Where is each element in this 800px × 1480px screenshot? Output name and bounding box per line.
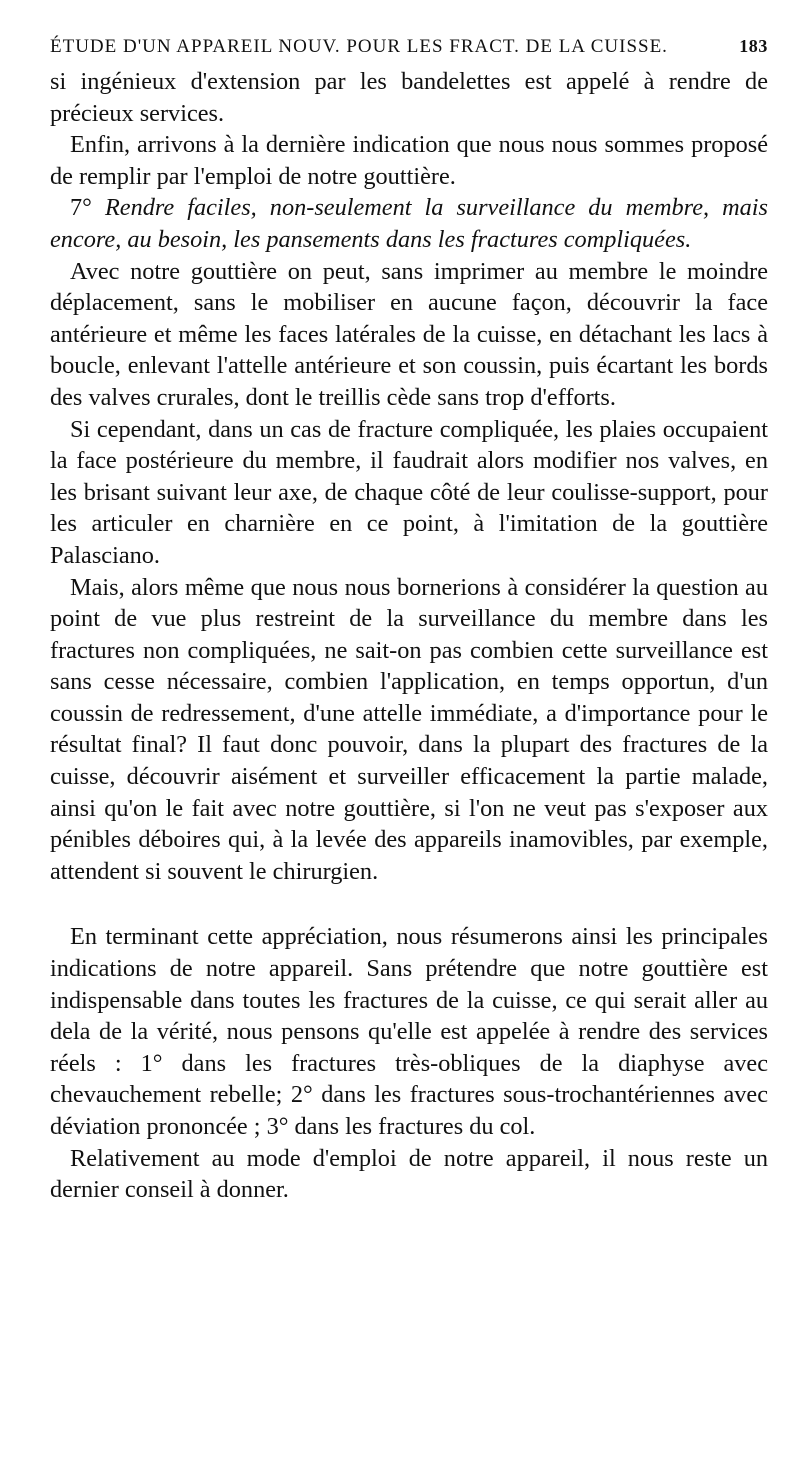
paragraph-avec-notre-gouttiere: Avec notre gouttière on peut, sans imprimer au membre le moindre déplacement, sans le mobiliser en aucune façon, découvrir la face antérieure et même les faces latérales de la cuisse, en détachant les lacs à boucle, enlevant l'attelle antérieure et son coussin, puis écartant les bords des valves crurales, dont le treillis cède sans trop d'efforts. — [50, 257, 768, 411]
paragraph-mais: Mais, alors même que nous nous bornerions à considérer la question au point de vue plus restreint de la surveillance du membre dans les fractures non compliquées, ne sait-on pas combien cette surveillance est sans cesse nécessaire, combien l'application, en temps opportun, d'un coussin de redressement, d'une attelle immédiate, a d'importance pour le résultat final? Il faut donc pouvoir, dans la plupart des fractures de la cuisse, découvrir aisément et surveiller efficacement la partie malade, ainsi qu'on le fait avec notre gouttière, si l'on ne veut pas s'exposer aux pénibles déboires qui, à la levée des appareils inamovibles, par exemple, attendent si souvent le chirurgien. — [50, 573, 768, 885]
paragraph-enfin: Enfin, arrivons à la dernière indication que nous nous sommes proposé de remplir par l'emploi de notre gouttière. — [50, 131, 768, 190]
running-title: ÉTUDE D'UN APPAREIL NOUV. POUR LES FRACT. DE LA CUISSE. — [50, 36, 668, 57]
paragraph-continuation: si ingénieux d'extension par les bandelettes est appelé à rendre de précieux services. — [50, 68, 768, 127]
indication-number: 7° — [70, 194, 92, 222]
indication-7-heading — [50, 192, 768, 255]
running-header — [50, 30, 768, 62]
paragraph-si-cependant: Si cependant, dans un cas de fracture compliquée, les plaies occupaient la face postérieure du membre, il faudrait alors modifier nos valves, en les brisant suivant leur axe, de chaque côté de leur coulisse-support, pour les articuler en charnière en ce point, à l'imitation de la gouttière Palasciano. — [50, 415, 768, 569]
section-gap — [50, 887, 768, 921]
indication-7-text: Rendre faciles, non-seulement la surveillance du membre, mais encore, au besoin, les pansements dans les fractures compliquées. — [50, 194, 769, 253]
paragraph-en-terminant: En terminant cette appréciation, nous résumerons ainsi les principales indications de notre appareil. Sans prétendre que notre gouttière est indispensable dans toutes les fractures de la cuisse, ce qui serait aller au dela de la vérité, nous pensons qu'elle est appelée à rendre des services réels : 1° dans les fractures très-obliques de la diaphyse avec chevauchement rebelle; 2° dans les fractures sous-trochantériennes avec déviation prononcée ; 3° dans les fractures du col. — [50, 923, 768, 1140]
paragraph-relativement: Relativement au mode d'emploi de notre appareil, il nous reste un dernier conseil à donner. — [50, 1144, 768, 1204]
page-number: 183 — [739, 36, 768, 56]
page — [50, 30, 768, 1206]
